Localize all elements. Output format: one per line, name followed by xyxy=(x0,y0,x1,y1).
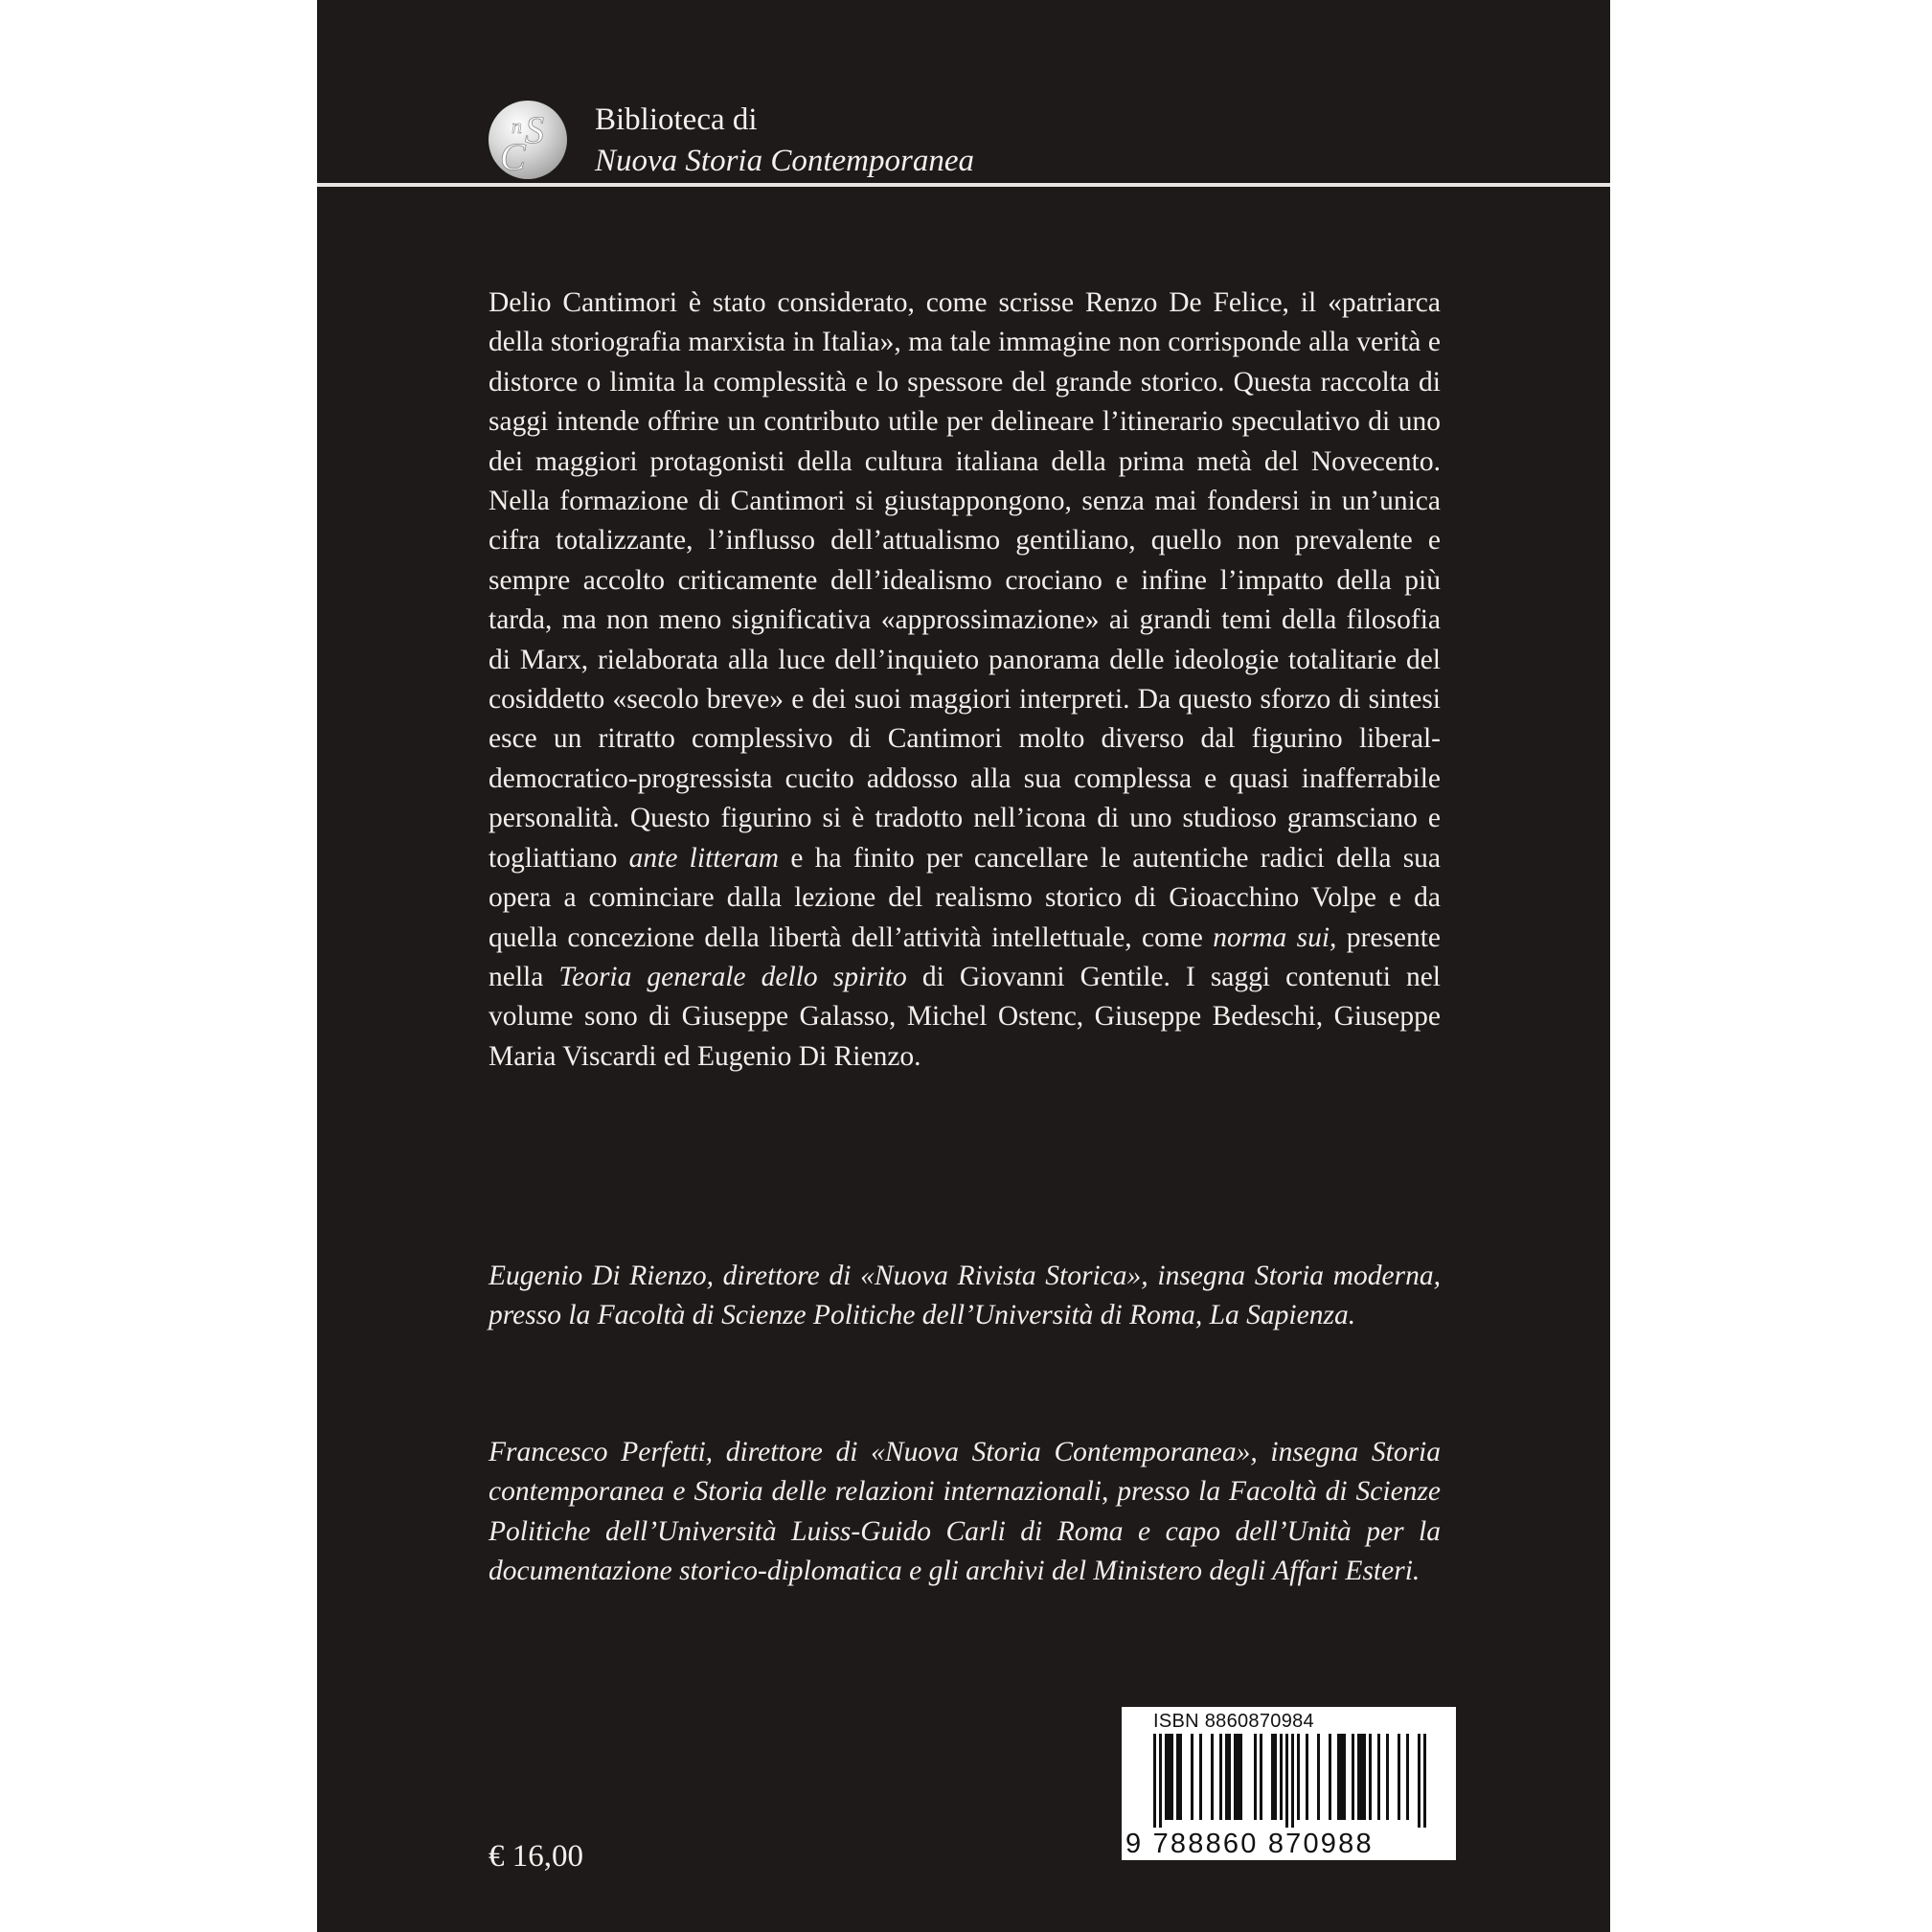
description-text-4: di Giovanni Gentile. I saggi contenuti nel volume sono di Giuseppe Galasso, Michel Ostenc, Giuseppe Bedeschi, Giuseppe Maria Viscardi ed Eugenio Di Rienzo. xyxy=(489,961,1442,1072)
barcode-bar xyxy=(1165,1734,1168,1820)
series-title xyxy=(595,100,974,182)
barcode-bar xyxy=(1168,1734,1171,1820)
barcode-bar xyxy=(1176,1734,1179,1820)
barcode-bar xyxy=(1159,1734,1162,1828)
series-logo-icon xyxy=(489,101,567,179)
description-italic-2: norma sui, xyxy=(1213,921,1337,953)
barcode-bar xyxy=(1329,1734,1331,1820)
description-italic-3: Teoria generale dello spirito xyxy=(558,961,907,992)
barcode-bar xyxy=(1306,1734,1308,1820)
series-title-line2: Nuova Storia Contemporanea xyxy=(595,144,974,178)
svg-text:S: S xyxy=(525,108,544,151)
description-text-3: presente nella xyxy=(489,921,1442,992)
barcode-bar xyxy=(1228,1734,1231,1820)
barcode-bar xyxy=(1274,1734,1277,1820)
barcode-bar xyxy=(1337,1734,1340,1820)
description-paragraph xyxy=(489,284,1441,1077)
barcode-bar xyxy=(1211,1734,1214,1820)
barcode-label xyxy=(1122,1707,1456,1860)
barcode-bar xyxy=(1280,1734,1283,1820)
barcode-bar xyxy=(1199,1734,1202,1820)
series-logo xyxy=(489,101,567,179)
book-description xyxy=(489,284,1441,1077)
barcode-bar xyxy=(1171,1734,1173,1820)
ean-number: 9 788860 870988 xyxy=(1125,1829,1374,1859)
barcode-bar xyxy=(1386,1734,1389,1820)
series-title-line1: Biblioteca di xyxy=(595,102,758,137)
barcode-bar xyxy=(1291,1734,1294,1828)
barcode-bar xyxy=(1191,1734,1193,1820)
price-label: € 16,00 xyxy=(489,1839,583,1874)
barcode-bar xyxy=(1398,1734,1400,1820)
svg-text:C: C xyxy=(500,135,526,178)
barcode-bar xyxy=(1271,1734,1274,1820)
barcode-bar xyxy=(1357,1734,1360,1820)
isbn-number: ISBN 8860870984 xyxy=(1153,1711,1314,1732)
description-italic-1: ante litteram xyxy=(628,842,780,874)
svg-text:n: n xyxy=(511,114,522,138)
barcode-bar xyxy=(1317,1734,1320,1820)
barcode-bar xyxy=(1234,1734,1237,1820)
barcode-bar xyxy=(1352,1734,1354,1820)
description-text-2: e ha finito per cancellare le autentiche radici della sua opera a cominciare dalla lezione del realismo storico di Gioacchino Volpe e da quella concezione della libertà dell’attività intellettuale, come xyxy=(489,842,1442,953)
barcode-bar xyxy=(1377,1734,1380,1820)
barcode-bar xyxy=(1340,1734,1343,1820)
barcode-bar xyxy=(1254,1734,1257,1820)
author-bio-perfetti: Francesco Perfetti, direttore di «Nuova Storia Contemporanea», insegna Storia contemporanea e Storia delle relazioni internazionali, presso la Facoltà di Scienze Politiche dell’Università Luiss-Guido Carli di Roma e capo dell’Unità per la documentazione storico-diplomatica e gli archivi del Ministero degli Affari Esteri. xyxy=(489,1437,1441,1587)
barcode-bar xyxy=(1418,1734,1421,1828)
barcode-bar xyxy=(1260,1734,1262,1820)
barcode-bar xyxy=(1363,1734,1366,1820)
cover-header xyxy=(317,0,1610,187)
barcode-bar xyxy=(1225,1734,1228,1820)
barcode-bar xyxy=(1360,1734,1363,1820)
description-text-1: Delio Cantimori è stato considerato, come scrisse Renzo De Felice, il «patriarca della storiografia marxista in Italia», ma tale immagine non corrisponde alla verità e distorce o limita la complessità e lo spessore del grande storico. Questa raccolta di saggi intende offrire un contributo utile per delineare l’itinerario speculativo di uno dei maggiori protagonisti della cultura italiana della prima metà del Novecento. Nella formazione di Cantimori si giustappongono, senza mai fondersi in un’unica cifra totalizzante, l’influsso dell’attualismo gentiliano, quello non prevalente e sempre accolto criticamente dell’idealismo crociano e infine l’impatto della più tarda, ma non meno significativa «approssimazione» ai grandi temi della filosofia di Marx, rielaborata alla luce dell’inquieto panorama delle ideologie totalitarie del cosiddetto «secolo breve» e dei suoi maggiori interpreti. Da questo sforzo di sintesi esce un ritratto complessivo di Cantimori molto diverso dal figurino liberal-democratico-progressista cucito addosso alla sua complessa e quasi inafferrabile personalità. Questo figurino si è tradotto nell’icona di uno studioso gramsciano e togliattiano xyxy=(489,287,1441,874)
barcode-bar xyxy=(1179,1734,1182,1820)
barcode-bar xyxy=(1297,1734,1300,1820)
barcode-bars xyxy=(1153,1734,1441,1828)
book-back-cover xyxy=(317,0,1610,1932)
barcode-bar xyxy=(1237,1734,1239,1820)
barcode-bar xyxy=(1153,1734,1156,1828)
barcode-bar xyxy=(1369,1734,1372,1820)
barcode-bar xyxy=(1406,1734,1409,1820)
barcode-bar xyxy=(1343,1734,1346,1820)
header-divider xyxy=(317,183,1610,187)
author-bio-di-rienzo: Eugenio Di Rienzo, direttore di «Nuova Rivista Storica», insegna Storia moderna, presso la Facoltà di Scienze Politiche dell’Università di Roma, La Sapienza. xyxy=(489,1261,1441,1331)
barcode-bar xyxy=(1423,1734,1426,1828)
barcode-bar xyxy=(1219,1734,1222,1820)
barcode-bar xyxy=(1239,1734,1242,1820)
barcode-bar xyxy=(1285,1734,1288,1828)
